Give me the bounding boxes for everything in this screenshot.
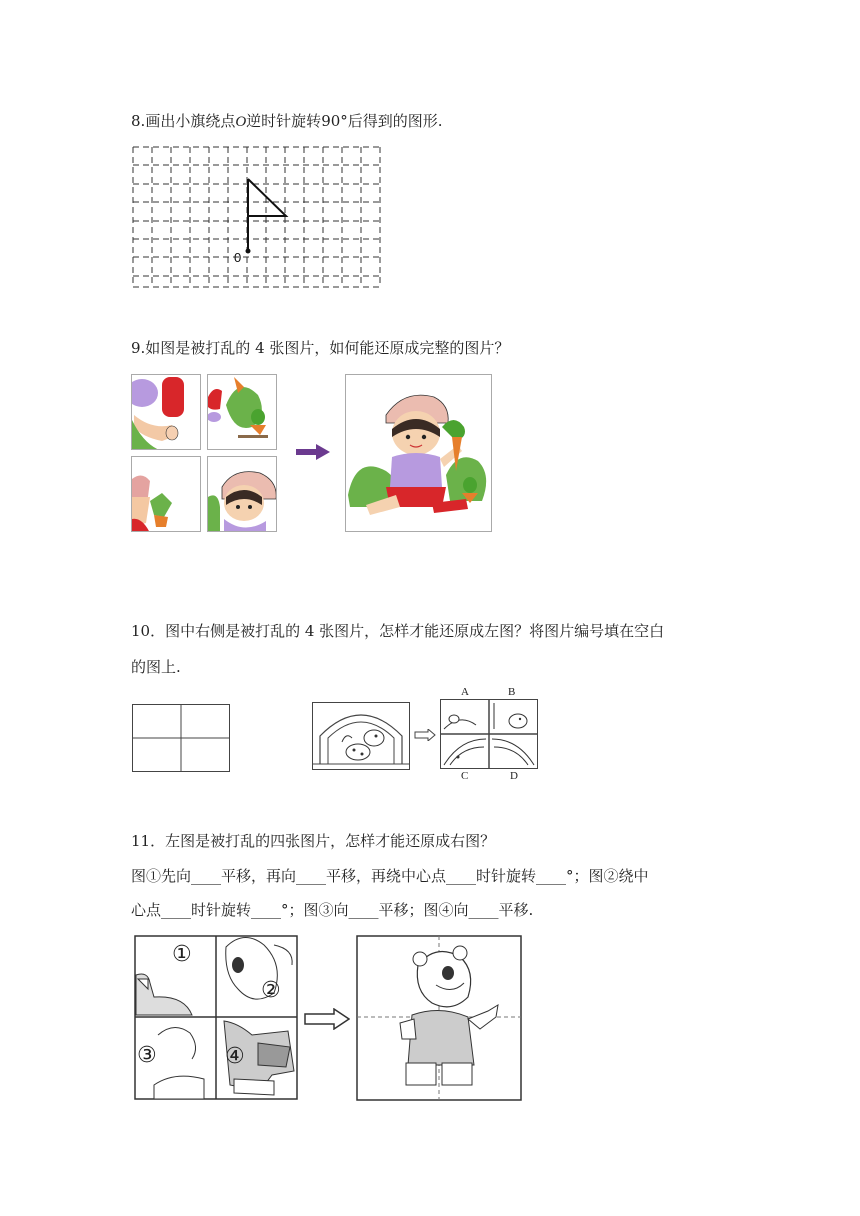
q8-grid-svg bbox=[131, 145, 383, 290]
q10-arrow bbox=[414, 729, 436, 741]
q9-complete-picture bbox=[345, 374, 492, 532]
q10-blank-answer-grid[interactable] bbox=[132, 704, 230, 772]
q8-title: 8.画出小旗绕点O逆时针旋转90°后得到的图形. bbox=[131, 112, 443, 130]
q10-label-c: C bbox=[461, 770, 469, 782]
girl-body-piece-illustration bbox=[132, 375, 201, 450]
q10-scrambled-pieces bbox=[440, 699, 538, 769]
q10-line-1: 10．图中右侧是被打乱的 4 张图片，怎样才能还原成左图？将图片编号填在空白 bbox=[131, 622, 665, 640]
q11-line-2: 图①先向____平移，再向____平移，再绕中心点____时针旋转____°；图②绕中 bbox=[131, 867, 649, 885]
q8-grid-figure bbox=[131, 145, 383, 290]
complete-bear-illustration bbox=[356, 935, 522, 1101]
hollow-right-arrow-icon bbox=[304, 1008, 350, 1030]
carrot-piece-illustration bbox=[208, 375, 277, 450]
q11-line-1: 11．左图是被打乱的四张图片，怎样才能还原成右图？ bbox=[131, 832, 496, 850]
flag-triangle bbox=[248, 179, 286, 216]
girl-head-piece-illustration bbox=[208, 457, 277, 532]
piece-label-4: ④ bbox=[225, 1044, 245, 1069]
right-arrow-icon bbox=[296, 444, 330, 460]
flag-shape bbox=[248, 179, 286, 251]
q11-complete-picture bbox=[356, 935, 522, 1101]
piece-label-1: ① bbox=[172, 942, 192, 967]
dog-in-arch-illustration bbox=[312, 702, 410, 770]
q9-arrow bbox=[296, 444, 330, 460]
scrambled-bear-pieces-svg bbox=[134, 935, 298, 1100]
point-o bbox=[246, 249, 251, 254]
piece-label-2: ② bbox=[261, 978, 281, 1003]
girl-hand-piece-illustration bbox=[132, 457, 201, 532]
q11-arrow bbox=[304, 1008, 350, 1030]
q11-line-3: 心点____时针旋转____°；图③向____平移；图④向____平移. bbox=[131, 901, 534, 919]
q9-piece-1 bbox=[131, 374, 201, 450]
q10-label-b: B bbox=[508, 686, 516, 698]
q9-piece-4 bbox=[207, 456, 277, 532]
q9-piece-2 bbox=[207, 374, 277, 450]
q9-piece-3 bbox=[131, 456, 201, 532]
q10-line-2: 的图上. bbox=[131, 658, 181, 676]
hollow-right-arrow-icon bbox=[414, 729, 436, 741]
blank-grid-svg bbox=[132, 704, 230, 772]
q11-scrambled-picture bbox=[134, 935, 298, 1100]
q9-title: 9.如图是被打乱的 4 张图片，如何能还原成完整的图片？ bbox=[131, 339, 510, 357]
origin-label: 0 bbox=[234, 250, 242, 265]
girl-with-carrot-illustration bbox=[346, 375, 492, 532]
scrambled-dog-pieces-svg bbox=[440, 699, 538, 769]
q10-label-d: D bbox=[510, 770, 518, 782]
piece-label-3: ③ bbox=[137, 1043, 157, 1068]
q10-label-a: A bbox=[461, 686, 469, 698]
q10-dog-picture bbox=[312, 702, 410, 770]
